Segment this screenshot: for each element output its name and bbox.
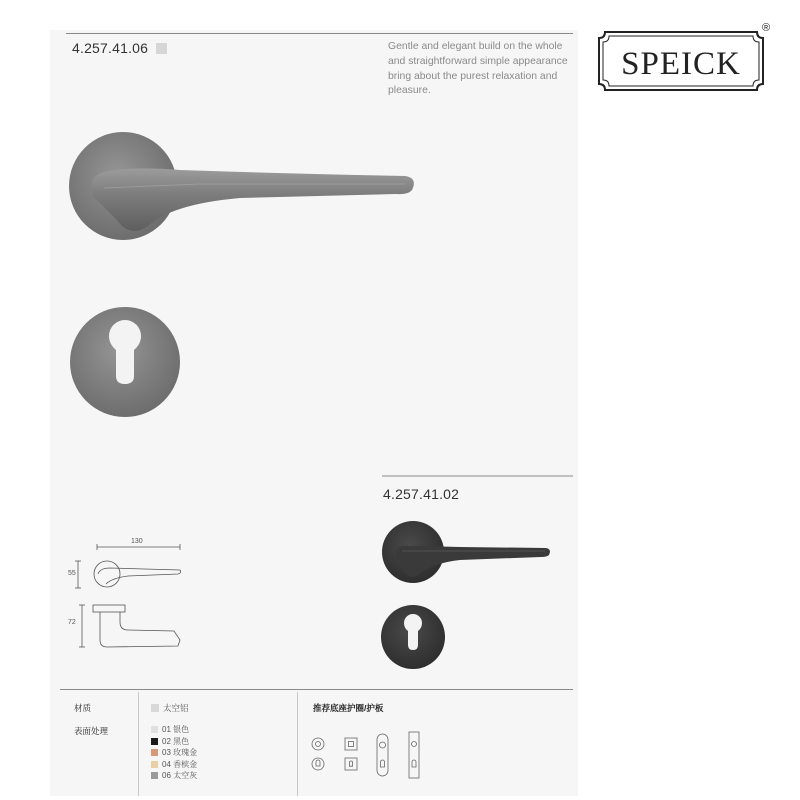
rose-options	[312, 732, 419, 778]
dimension-length: 130	[131, 538, 143, 545]
table-divider	[297, 692, 298, 796]
technical-drawing-side	[79, 605, 180, 647]
description-line: bring about the purest relaxation and	[388, 70, 558, 82]
lever-handle-black	[382, 521, 550, 583]
finish-swatch	[151, 772, 158, 779]
registered-mark: ®	[762, 22, 771, 34]
table-divider	[138, 692, 139, 796]
material-value: 太空铝	[151, 702, 189, 714]
lever-handle-grey	[69, 132, 414, 240]
finish-option: 01 银色	[151, 724, 189, 735]
finish-swatch	[151, 738, 158, 745]
technical-drawing-top	[75, 544, 181, 588]
spec-table-rule	[60, 689, 573, 690]
product-code-primary: 4.257.41.06	[72, 40, 167, 56]
dimension-projection: 72	[68, 619, 76, 626]
finish-option: 03 玫瑰金	[151, 747, 197, 758]
finish-label: 表面处理	[74, 726, 109, 736]
finish-swatch	[151, 761, 158, 768]
finish-swatch	[151, 726, 158, 733]
finish-option: 06 太空灰	[151, 770, 197, 781]
logo-wordmark: SPEICK	[621, 46, 741, 82]
roses-label: 推荐底座护圈/护板	[313, 703, 384, 713]
finish-swatch	[151, 749, 158, 756]
escutcheon-grey	[70, 307, 180, 417]
material-swatch	[151, 704, 159, 712]
finish-option: 04 香槟金	[151, 759, 197, 770]
product-code-secondary: 4.257.41.02	[383, 486, 460, 502]
dimension-rose-height: 55	[68, 570, 76, 577]
finish-option: 02 黑色	[151, 736, 189, 747]
description-line: Gentle and elegant build on the whole	[388, 41, 563, 52]
material-label: 材质	[74, 703, 92, 713]
escutcheon-black	[381, 605, 445, 669]
description-line: pleasure.	[388, 85, 431, 97]
description-line: and straightforward simple appearance	[388, 55, 568, 67]
